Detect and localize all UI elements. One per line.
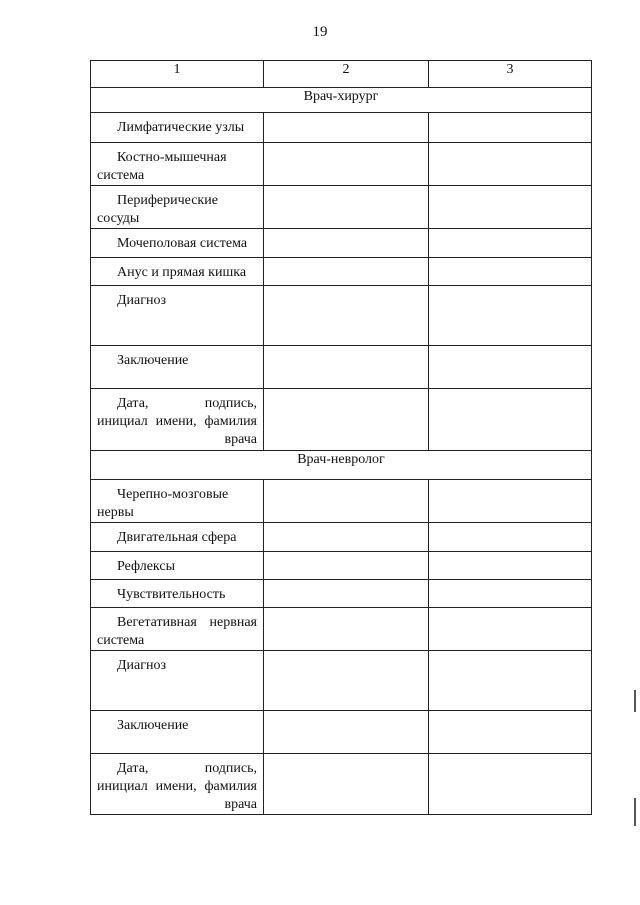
column-header-2: 2 <box>264 61 429 88</box>
cell-col3[interactable] <box>429 480 592 523</box>
cell-col3[interactable] <box>429 389 592 451</box>
table-row <box>91 258 592 286</box>
cell-col3[interactable] <box>429 711 592 754</box>
row-label: Мочеполовая система <box>91 229 264 258</box>
table-row <box>91 143 592 186</box>
column-header-1: 1 <box>91 61 264 88</box>
table-row <box>91 711 592 754</box>
row-label: Черепно-мозговые нервы <box>91 480 264 523</box>
column-header-3: 3 <box>429 61 592 88</box>
column-header-row <box>91 61 592 88</box>
cell-col2[interactable] <box>264 711 429 754</box>
table-row <box>91 580 592 608</box>
cell-col3[interactable] <box>429 258 592 286</box>
cell-col2[interactable] <box>264 754 429 815</box>
cell-col2[interactable] <box>264 523 429 552</box>
cell-col2[interactable] <box>264 552 429 580</box>
cell-col2[interactable] <box>264 258 429 286</box>
row-label: Диагноз <box>91 286 264 346</box>
section-header-surgeon <box>91 88 592 113</box>
row-label: Периферические сосуды <box>91 186 264 229</box>
section-title: Врач-невролог <box>91 451 592 480</box>
table-row <box>91 389 592 451</box>
cell-col2[interactable] <box>264 580 429 608</box>
cell-col2[interactable] <box>264 286 429 346</box>
row-label: Двигательная сфера <box>91 523 264 552</box>
cell-col2[interactable] <box>264 608 429 651</box>
table-row <box>91 552 592 580</box>
table-row <box>91 754 592 815</box>
page-number: 19 <box>312 24 328 40</box>
row-label: Заключение <box>91 346 264 389</box>
row-label: Диагноз <box>91 651 264 711</box>
cell-col3[interactable] <box>429 754 592 815</box>
row-label: Анус и прямая кишка <box>91 258 264 286</box>
cell-col3[interactable] <box>429 143 592 186</box>
cell-col3[interactable] <box>429 346 592 389</box>
table-row <box>91 229 592 258</box>
cell-col3[interactable] <box>429 286 592 346</box>
table-row <box>91 286 592 346</box>
cell-col3[interactable] <box>429 608 592 651</box>
table-row <box>91 113 592 143</box>
table-row <box>91 651 592 711</box>
cell-col3[interactable] <box>429 651 592 711</box>
cell-col3[interactable] <box>429 523 592 552</box>
table-row <box>91 608 592 651</box>
section-title: Врач-хирург <box>91 88 592 113</box>
cell-col3[interactable] <box>429 113 592 143</box>
cell-col3[interactable] <box>429 186 592 229</box>
cell-col2[interactable] <box>264 113 429 143</box>
table-row <box>91 480 592 523</box>
cell-col2[interactable] <box>264 389 429 451</box>
cell-col2[interactable] <box>264 143 429 186</box>
section-header-neurologist <box>91 451 592 480</box>
row-label: Дата, подпись, инициал имени, фамилия врача <box>91 754 264 815</box>
cell-col3[interactable] <box>429 229 592 258</box>
cell-col2[interactable] <box>264 651 429 711</box>
row-label: Костно-мышечная система <box>91 143 264 186</box>
scan-edge-mark <box>634 690 636 712</box>
cell-col2[interactable] <box>264 480 429 523</box>
row-label: Вегетативная нервная система <box>91 608 264 651</box>
table-row <box>91 186 592 229</box>
cell-col2[interactable] <box>264 186 429 229</box>
row-label: Лимфатические узлы <box>91 113 264 143</box>
row-label: Заключение <box>91 711 264 754</box>
cell-col2[interactable] <box>264 346 429 389</box>
medical-exam-table <box>90 60 592 815</box>
row-label: Рефлексы <box>91 552 264 580</box>
row-label: Дата, подпись, инициал имени, фамилия врача <box>91 389 264 451</box>
cell-col3[interactable] <box>429 552 592 580</box>
table-row <box>91 523 592 552</box>
scan-edge-mark <box>634 798 636 826</box>
cell-col2[interactable] <box>264 229 429 258</box>
cell-col3[interactable] <box>429 580 592 608</box>
row-label: Чувствительность <box>91 580 264 608</box>
table-row <box>91 346 592 389</box>
